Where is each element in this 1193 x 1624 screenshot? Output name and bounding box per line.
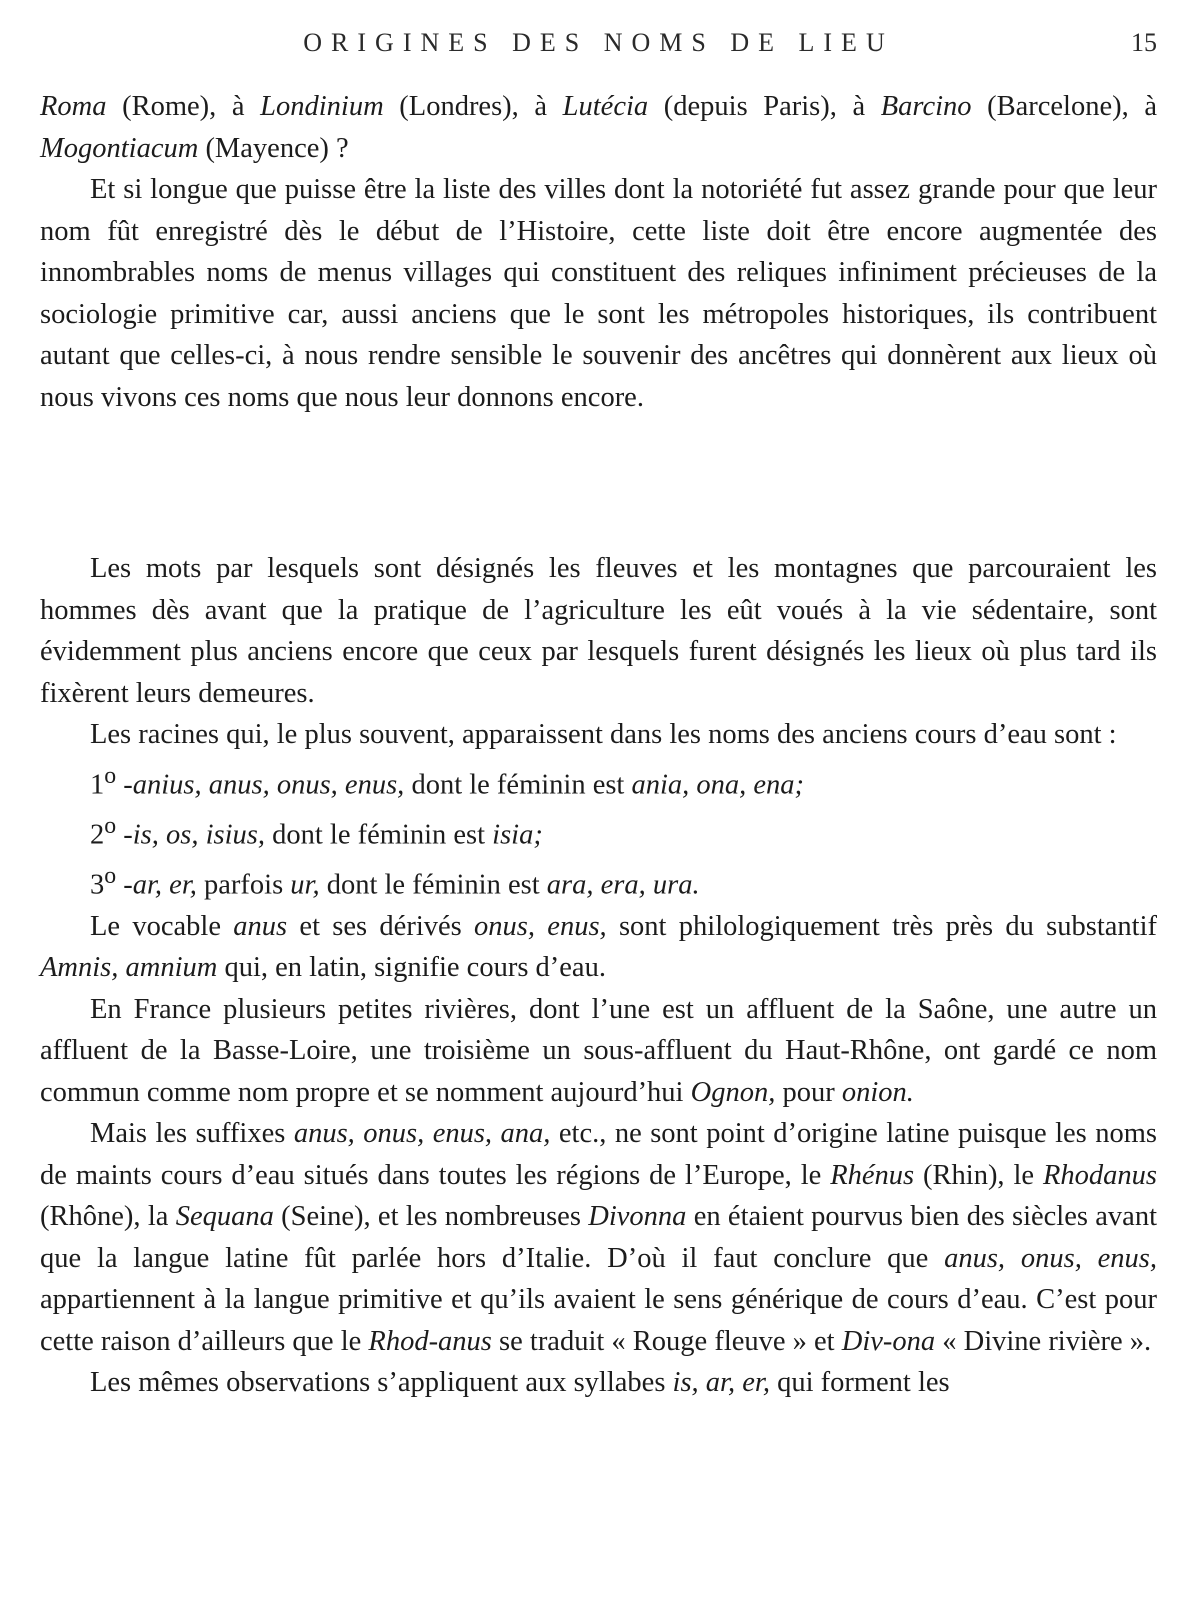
text-span: Les mêmes observations s’appliquent aux syllabes xyxy=(90,1367,673,1398)
text-span: et ses dérivés xyxy=(287,910,475,942)
enumeration-item xyxy=(40,856,1157,906)
paragraph xyxy=(40,989,1157,1114)
text-span: Les racines qui, le plus souvent, apparaissent dans les noms des anciens cours d’eau sont : xyxy=(90,719,1117,750)
text-span: (Londres), à xyxy=(383,91,563,122)
text-span: ania, ona, ena; xyxy=(631,769,805,800)
text-span: Les mots par lesquels sont désignés les fleuves et les montagnes que parcouraient les hommes dès avant que la pratique de l’agriculture les eût voués à la vie sédentaire, sont évidemment plus anciens encore que ceux par lesquels furent désignés les lieux où plus tard ils fixèrent leurs demeures. xyxy=(40,553,1157,709)
text-span: (Barcelone), à xyxy=(971,91,1157,122)
text-span: Sequana xyxy=(175,1201,274,1232)
paragraph xyxy=(40,1113,1157,1362)
text-span: Rhod-anus xyxy=(368,1325,492,1357)
text-span: ara, era, ura. xyxy=(546,869,700,900)
text-span: dont le féminin est xyxy=(265,819,493,850)
item-ordinal: o xyxy=(104,762,117,789)
text-span: anus, onus, enus, xyxy=(944,1242,1157,1274)
text-span: Et si longue que puisse être la liste des villes dont la notoriété fut assez grande pour que leur nom fût enregistré dès le début de l’Histoire, cette liste doit être encore augmentée des innombrables noms de menus villages qui constituent des reliques infiniment précieuses de la sociologie primitive car, aussi anciens que le sont les métropoles historiques, ils contribuent autant que celles-ci, à nous rendre sensible le souvenir des ancêtres qui donnèrent aux lieux où nous vivons ces noms que nous leur donnons encore. xyxy=(40,174,1157,413)
text-span: Rhénus xyxy=(830,1159,915,1191)
paragraph xyxy=(40,906,1157,989)
item-ordinal: o xyxy=(104,812,117,839)
text-span: onion. xyxy=(841,1076,914,1108)
text-span: Barcino xyxy=(880,91,972,122)
paragraph xyxy=(40,169,1157,418)
text-span: parfois xyxy=(196,869,291,900)
text-span: -is, os, isius, xyxy=(116,819,265,850)
item-ordinal: o xyxy=(104,862,117,889)
text-span: (Rhin), le xyxy=(914,1159,1043,1191)
text-span: En France plusieurs petites rivières, dont l’une est un affluent de la Saône, une autre un affluent de la Basse-Loire, une troisième un sous-affluent du Haut-Rhône, ont gardé ce nom commun comme nom propre et se nomment aujourd’hui xyxy=(40,993,1157,1108)
section-2 xyxy=(40,548,1157,1404)
enumeration-item xyxy=(40,806,1157,856)
text-span: (Seine), et les nombreuses xyxy=(273,1201,589,1232)
text-span: Ognon, xyxy=(690,1076,776,1108)
page-header xyxy=(40,28,1157,64)
enumeration-item xyxy=(40,756,1157,806)
text-span: onus, enus, xyxy=(474,910,607,942)
paragraph xyxy=(40,714,1157,756)
text-span: « Divine rivière ». xyxy=(935,1325,1152,1357)
text-span: -ar, er, xyxy=(116,869,197,900)
paragraph xyxy=(40,1362,1157,1404)
text-span: Divonna xyxy=(588,1201,687,1232)
text-span: Roma xyxy=(40,91,107,122)
text-span: (depuis Paris), à xyxy=(648,91,881,122)
text-span: etc., ne sont point d’origine latine puisque les noms de maints cours d’eau situés dans toutes les régions de l’Europe, le xyxy=(40,1118,1157,1191)
text-span: (Rhône), la xyxy=(40,1201,176,1232)
text-span: Mais les suffixes xyxy=(90,1118,294,1149)
text-span: dont le féminin est xyxy=(404,769,632,800)
text-span: (Rome), à xyxy=(106,91,261,122)
text-span: isia; xyxy=(492,819,543,850)
text-span: Rhodanus xyxy=(1043,1159,1157,1191)
text-span: qui, en latin, signifie cours d’eau. xyxy=(217,952,606,983)
text-span: Amnis, amnium xyxy=(40,952,218,983)
text-span: sont philologiquement très près du substantif xyxy=(606,910,1157,942)
text-span: (Mayence) ? xyxy=(198,132,349,164)
section-1 xyxy=(40,86,1157,418)
item-number: 1 xyxy=(90,769,105,800)
paragraph xyxy=(40,548,1157,714)
item-number: 3 xyxy=(90,869,105,900)
paragraph xyxy=(40,86,1157,169)
text-span: pour xyxy=(775,1076,842,1108)
text-span: Div-ona xyxy=(841,1325,936,1357)
text-span: appartiennent à la langue primitive et qu’ils avaient le sens générique de cours d’eau. C’est pour cette raison d’ailleurs que le xyxy=(40,1284,1157,1357)
text-span: anus, onus, enus, ana, xyxy=(293,1118,551,1149)
item-number: 2 xyxy=(90,819,105,850)
text-span: ur, xyxy=(290,869,320,900)
text-span: qui forment les xyxy=(769,1367,950,1398)
text-span: dont le féminin est xyxy=(319,869,547,900)
text-span: se traduit « Rouge fleuve » et xyxy=(491,1325,842,1357)
text-span: -anius, anus, onus, enus, xyxy=(116,769,405,800)
text-span: Mogontiacum xyxy=(40,132,199,164)
page-number: 15 xyxy=(1131,28,1157,57)
text-span: Lutécia xyxy=(562,91,649,122)
running-title: ORIGINES DES NOMS DE LIEU xyxy=(303,28,894,57)
text-span: Le vocable xyxy=(90,910,234,942)
text-span: en étaient pourvus bien des siècles avant que la langue latine fût parlée hors d’Italie. D’où il faut conclure que xyxy=(40,1201,1157,1274)
text-span: is, ar, er, xyxy=(672,1367,770,1398)
text-span: anus xyxy=(233,910,288,942)
text-span: Londinium xyxy=(260,91,384,122)
